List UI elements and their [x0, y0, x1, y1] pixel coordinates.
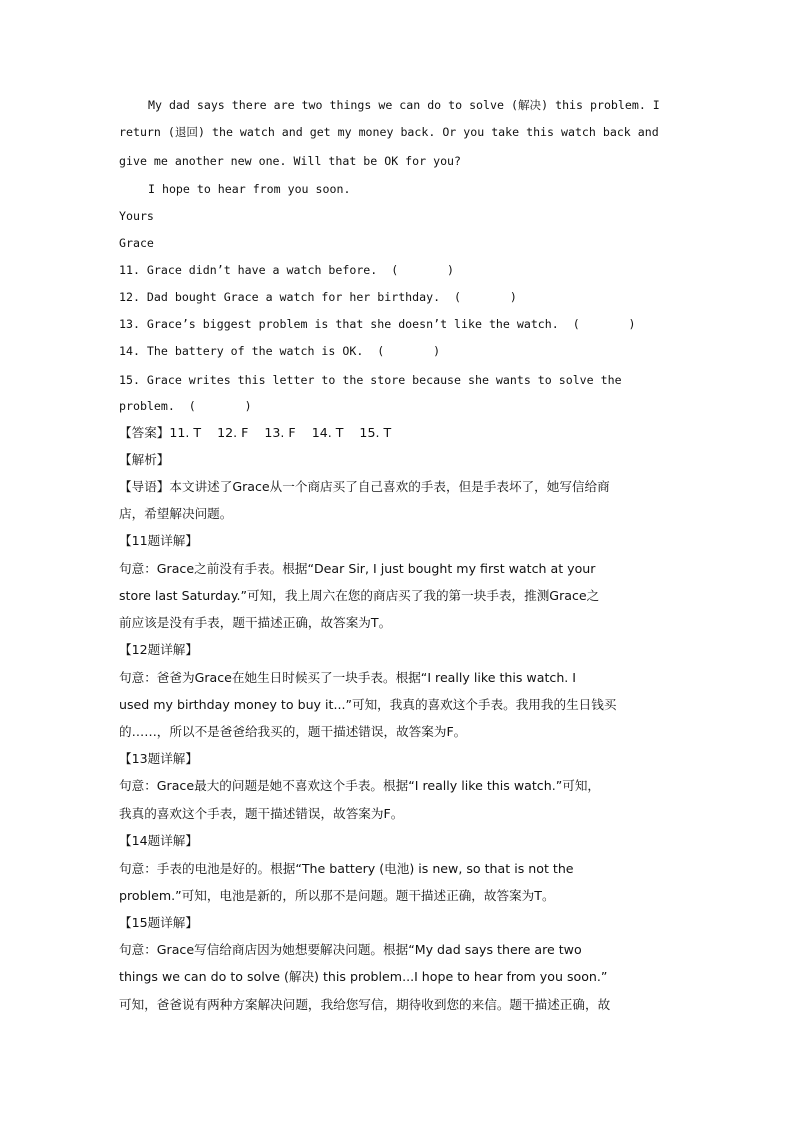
letter-closing: Yours [119, 209, 154, 223]
detail-heading-11: 【11题详解】 [119, 533, 198, 548]
detail-heading-13: 【13题详解】 [119, 751, 198, 766]
question-14: 14. The battery of the watch is OK. ( ) [119, 344, 441, 358]
guide-line: 【导语】本文讲述了Grace从一个商店买了自己喜欢的手表，但是手表坏了，她写信给商 [119, 479, 610, 494]
question-11: 11. Grace didn’t have a watch before. ( ) [119, 263, 455, 277]
letter-line: My dad says there are two things we can do to solve (解决) this problem. I [148, 98, 660, 112]
letter-line: give me another new one. Will that be OK for you? [119, 154, 462, 168]
detail-line: 句意：爸爸为Grace在她生日时候买了一块手表。根据“I really like this watch. I [119, 670, 577, 685]
detail-heading-14: 【14题详解】 [119, 833, 198, 848]
detail-line: problem.”可知，电池是新的，所以那不是问题。题干描述正确，故答案为T。 [119, 888, 555, 903]
detail-line: 的……，所以不是爸爸给我买的，题干描述错误，故答案为F。 [119, 724, 467, 739]
analysis-heading: 【解析】 [119, 452, 170, 467]
answer-key: 【答案】11. T 12. F 13. F 14. T 15. T [119, 425, 392, 440]
detail-line: 句意：Grace写信给商店因为她想要解决问题。根据“My dad says there are two [119, 942, 582, 957]
letter-line: I hope to hear from you soon. [148, 182, 351, 196]
detail-heading-15: 【15题详解】 [119, 915, 198, 930]
detail-line: 句意：Grace最大的问题是她不喜欢这个手表。根据“I really like this watch.”可知， [119, 778, 601, 793]
detail-line: used my birthday money to buy it...”可知，我真的喜欢这个手表。我用我的生日钱买 [119, 697, 617, 712]
question-12: 12. Dad bought Grace a watch for her birthday. ( ) [119, 290, 517, 304]
detail-line: things we can do to solve (解决) this problem...I hope to hear from you soon.” [119, 969, 608, 984]
question-13: 13. Grace’s biggest problem is that she doesn’t like the watch. ( ) [119, 317, 636, 331]
detail-line: store last Saturday.”可知，我上周六在您的商店买了我的第一块手表，推测Grace之 [119, 588, 600, 603]
letter-signature: Grace [119, 236, 154, 250]
detail-line: 前应该是没有手表，题干描述正确，故答案为T。 [119, 615, 392, 630]
detail-line: 句意：手表的电池是好的。根据“The battery (电池) is new, so that is not the [119, 861, 574, 876]
question-15: 15. Grace writes this letter to the store because she wants to solve the [119, 373, 622, 387]
detail-line: 句意：Grace之前没有手表。根据“Dear Sir, I just bought my first watch at your [119, 561, 596, 576]
guide-line: 店，希望解决问题。 [119, 506, 233, 521]
question-15-continued: problem. ( ) [119, 399, 252, 413]
detail-heading-12: 【12题详解】 [119, 642, 198, 657]
detail-line: 我真的喜欢这个手表，题干描述错误，故答案为F。 [119, 806, 404, 821]
letter-line: return (退回) the watch and get my money back. Or you take this watch back and [119, 125, 659, 139]
detail-line: 可知，爸爸说有两种方案解决问题，我给您写信，期待收到您的来信。题干描述正确，故 [119, 997, 611, 1012]
